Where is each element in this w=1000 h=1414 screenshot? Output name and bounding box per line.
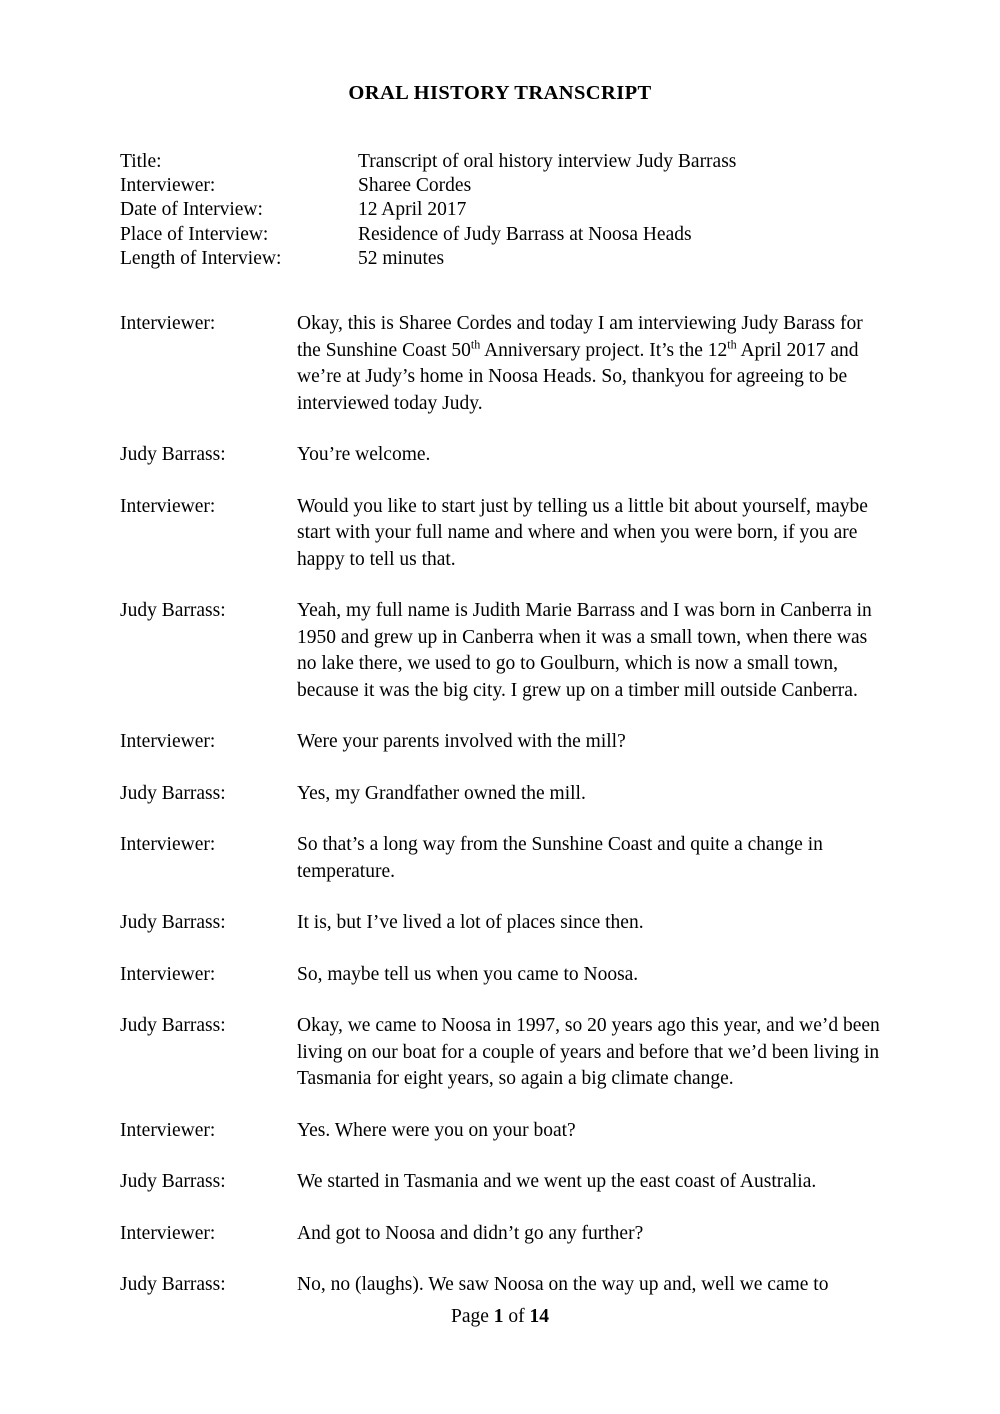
speaker-label: Interviewer:	[120, 1222, 216, 1244]
transcript-turn	[120, 442, 880, 469]
speech-text: Yes, my Grandfather owned the mill.	[297, 782, 586, 804]
metadata-row	[120, 223, 880, 247]
speaker-label: Interviewer:	[120, 1119, 216, 1141]
speaker-label: Judy Barrass:	[120, 600, 226, 621]
metadata-value: Residence of Judy Barrass at Noosa Heads	[358, 223, 692, 245]
metadata-label: Interviewer:	[120, 175, 216, 197]
speech-text: Yes. Where were you on your boat?	[297, 1119, 576, 1141]
transcript-turn	[120, 832, 880, 885]
speaker-label: Interviewer:	[120, 963, 216, 985]
speech-text: You’re welcome.	[297, 444, 431, 465]
transcript-turn	[120, 1169, 880, 1196]
transcript-turn	[120, 781, 880, 808]
transcript-turn	[120, 311, 880, 417]
metadata-label: Title:	[120, 151, 162, 172]
transcript-turn	[120, 494, 880, 574]
metadata-label: Date of Interview:	[120, 199, 263, 221]
speech-text: No, no (laughs). We saw Noosa on the way up and, well we came to	[297, 1274, 829, 1295]
transcript-turn	[120, 1221, 880, 1248]
speaker-label: Judy Barrass:	[120, 1171, 226, 1192]
transcript-turn	[120, 1013, 880, 1093]
ordinal-suffix: th	[470, 337, 481, 351]
speech-text: Okay, we came to Noosa in 1997, so 20 years ago this year, and we’d been living on our boat for a couple of years and before that we’d been living in Tasmania for eight years, so again a big climate change.	[297, 1015, 880, 1089]
page-footer	[0, 1305, 1000, 1329]
transcript-turn	[120, 598, 880, 704]
speech-text: Yeah, my full name is Judith Marie Barrass and I was born in Canberra in 1950 and grew up in Canberra when it was a small town, when there was no lake there, we used to go to Goulburn, which is now a small town, because it was the big city. I grew up on a timber mill outside Canberra.	[297, 600, 872, 701]
speech-text: Okay, this is Sharee Cordes and today I am interviewing Judy Barass for the Sunshine Coast 50th Anniversary project. It’s the 12th April 2017 and we’re at Judy’s home in Noosa Heads. So, thankyou for agreeing to be interviewed today Judy.	[297, 313, 863, 414]
metadata-row	[120, 174, 880, 198]
transcript-turn	[120, 729, 880, 756]
speaker-label: Judy Barrass:	[120, 912, 226, 933]
speaker-label: Interviewer:	[120, 313, 216, 334]
metadata-label: Place of Interview:	[120, 223, 269, 245]
speaker-label: Judy Barrass:	[120, 1015, 226, 1036]
speaker-label: Judy Barrass:	[120, 444, 226, 465]
footer-current-page: 1	[493, 1306, 504, 1327]
metadata-value: 12 April 2017	[358, 199, 467, 221]
footer-prefix: Page	[450, 1306, 494, 1327]
footer-total-pages: 14	[529, 1306, 550, 1327]
interview-metadata	[120, 150, 880, 271]
speaker-label: Interviewer:	[120, 731, 216, 752]
transcript-turn	[120, 1272, 880, 1299]
transcript-turn	[120, 1118, 880, 1145]
speaker-label: Judy Barrass:	[120, 782, 226, 804]
speech-text: So that’s a long way from the Sunshine Coast and quite a change in temperature.	[297, 834, 823, 882]
speech-text: We started in Tasmania and we went up the east coast of Australia.	[297, 1171, 817, 1192]
metadata-row	[120, 247, 880, 271]
metadata-value: Transcript of oral history interview Judy Barrass	[358, 151, 737, 172]
transcript-body	[120, 311, 880, 1299]
speech-text: It is, but I’ve lived a lot of places since then.	[297, 912, 644, 933]
page-title: ORAL HISTORY TRANSCRIPT	[348, 82, 652, 104]
speaker-label: Interviewer:	[120, 495, 216, 517]
transcript-turn	[120, 910, 880, 937]
footer-middle: of	[503, 1306, 530, 1327]
speech-text: So, maybe tell us when you came to Noosa.	[297, 963, 639, 985]
metadata-label: Length of Interview:	[120, 247, 282, 269]
metadata-value: Sharee Cordes	[358, 175, 472, 197]
metadata-value: 52 minutes	[358, 247, 445, 269]
speaker-label: Interviewer:	[120, 834, 216, 855]
speech-text: Would you like to start just by telling us a little bit about yourself, maybe start with your full name and where and when you were born, if you are happy to tell us that.	[297, 495, 868, 570]
speech-text: Were your parents involved with the mill?	[297, 731, 626, 752]
speech-text: And got to Noosa and didn’t go any further?	[297, 1222, 644, 1244]
ordinal-suffix: th	[727, 337, 737, 351]
metadata-row	[120, 150, 880, 174]
transcript-turn	[120, 962, 880, 989]
metadata-row	[120, 198, 880, 222]
speaker-label: Judy Barrass:	[120, 1274, 226, 1295]
